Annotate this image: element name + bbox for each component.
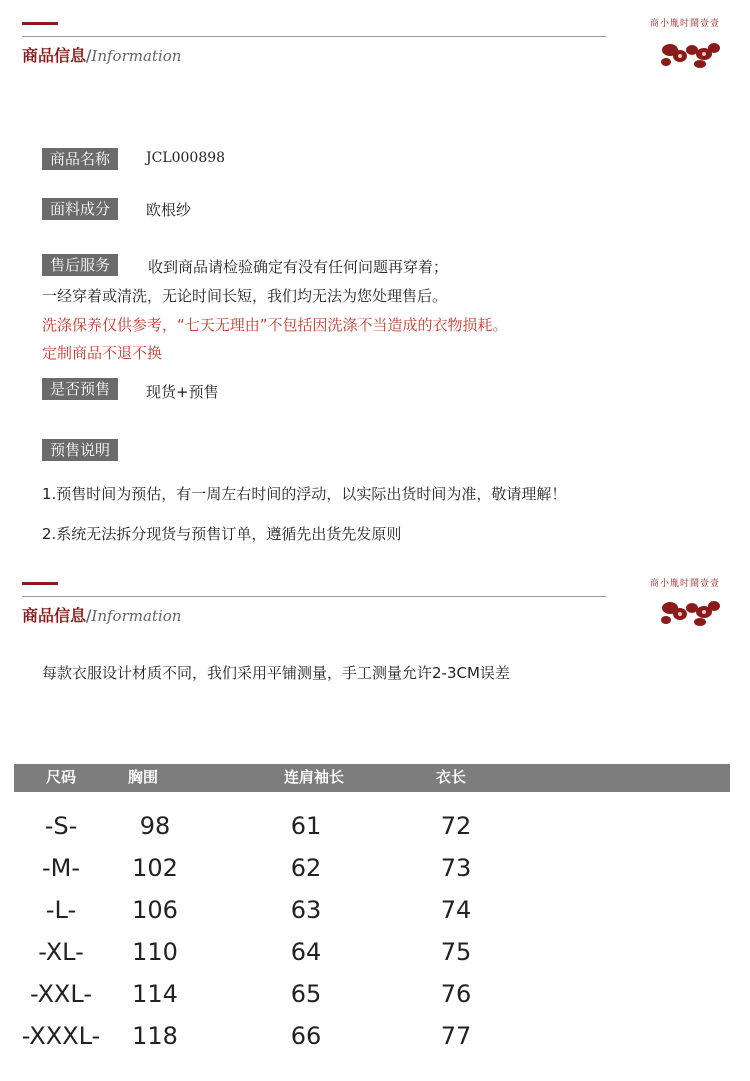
size-header-sleeve: 连肩袖长 [284, 768, 345, 786]
bust-cell: 110 [132, 938, 178, 966]
length-cell: 72 [440, 812, 472, 840]
section-title-cn: 商品信息 [22, 606, 87, 625]
measure-note: 每款衣服设计材质不同，我们采用平铺测量，手工测量允许2-3CM误差 [42, 664, 510, 682]
flower-ornament-icon [656, 594, 726, 630]
length-cell: 76 [440, 980, 472, 1008]
bust-cell: 98 [139, 812, 171, 840]
sleeve-cell: 64 [290, 938, 322, 966]
size-cell: -S- [44, 812, 78, 840]
presale-desc-2: 2.系统无法拆分现货与预售订单，遵循先出货先发原则 [42, 525, 402, 543]
bust-cell: 118 [132, 1022, 178, 1050]
presale-value: 现货+预售 [146, 383, 219, 401]
bust-cell: 102 [132, 854, 178, 882]
header-accent-bar [22, 22, 58, 25]
size-header-size: 尺码 [46, 768, 77, 786]
presale-desc-1: 1.预售时间为预估，有一周左右时间的浮动，以实际出货时间为准，敬请理解！ [42, 485, 567, 503]
size-cell: -M- [41, 854, 81, 882]
size-header-length: 衣长 [436, 768, 467, 786]
fabric-value: 欧根纱 [146, 201, 192, 219]
section-title [22, 43, 181, 66]
length-cell: 77 [440, 1022, 472, 1050]
seal-text: 商小胤时鬧壹壹 [650, 19, 721, 29]
length-cell: 74 [440, 896, 472, 924]
header-rule [22, 36, 606, 37]
fabric-label: 面料成分 [42, 198, 118, 220]
header-accent-bar [22, 582, 58, 585]
size-cell: -XXL- [30, 980, 92, 1008]
bust-cell: 114 [132, 980, 178, 1008]
section-title-cn: 商品信息 [22, 46, 87, 65]
flower-ornament-icon [656, 36, 726, 72]
header-rule [22, 596, 606, 597]
aftersale-line-1: 收到商品请检验确定有没有任何问题再穿着； [148, 258, 449, 276]
section-title-en: Information [91, 47, 182, 65]
product-name-label: 商品名称 [42, 148, 118, 170]
size-cell: -XL- [38, 938, 84, 966]
section-title [22, 603, 181, 626]
size-cell: -XXXL- [21, 1022, 101, 1050]
section-title-slash: / [86, 606, 92, 625]
size-table-header [14, 764, 730, 792]
wash-note: 洗涤保养仅供参考，“七天无理由”不包括因洗涤不当造成的衣物损耗。 [42, 316, 508, 334]
size-cell: -L- [45, 896, 77, 924]
presale-desc-label: 预售说明 [42, 439, 118, 461]
sleeve-cell: 63 [290, 896, 322, 924]
length-cell: 73 [440, 854, 472, 882]
presale-label: 是否预售 [42, 378, 118, 400]
aftersale-line-2: 一经穿着或清洗，无论时间长短，我们均无法为您处理售后。 [42, 287, 448, 305]
custom-note: 定制商品不退不换 [42, 344, 163, 362]
product-name-value: JCL000898 [146, 150, 226, 166]
seal-text: 商小胤时鬧壹壹 [650, 579, 721, 589]
size-header-bust: 胸围 [128, 768, 159, 786]
length-cell: 75 [440, 938, 472, 966]
section-title-slash: / [86, 46, 92, 65]
aftersale-label: 售后服务 [42, 254, 118, 276]
sleeve-cell: 61 [290, 812, 322, 840]
sleeve-cell: 66 [290, 1022, 322, 1050]
sleeve-cell: 62 [290, 854, 322, 882]
section-title-en: Information [91, 607, 182, 625]
bust-cell: 106 [132, 896, 178, 924]
sleeve-cell: 65 [290, 980, 322, 1008]
